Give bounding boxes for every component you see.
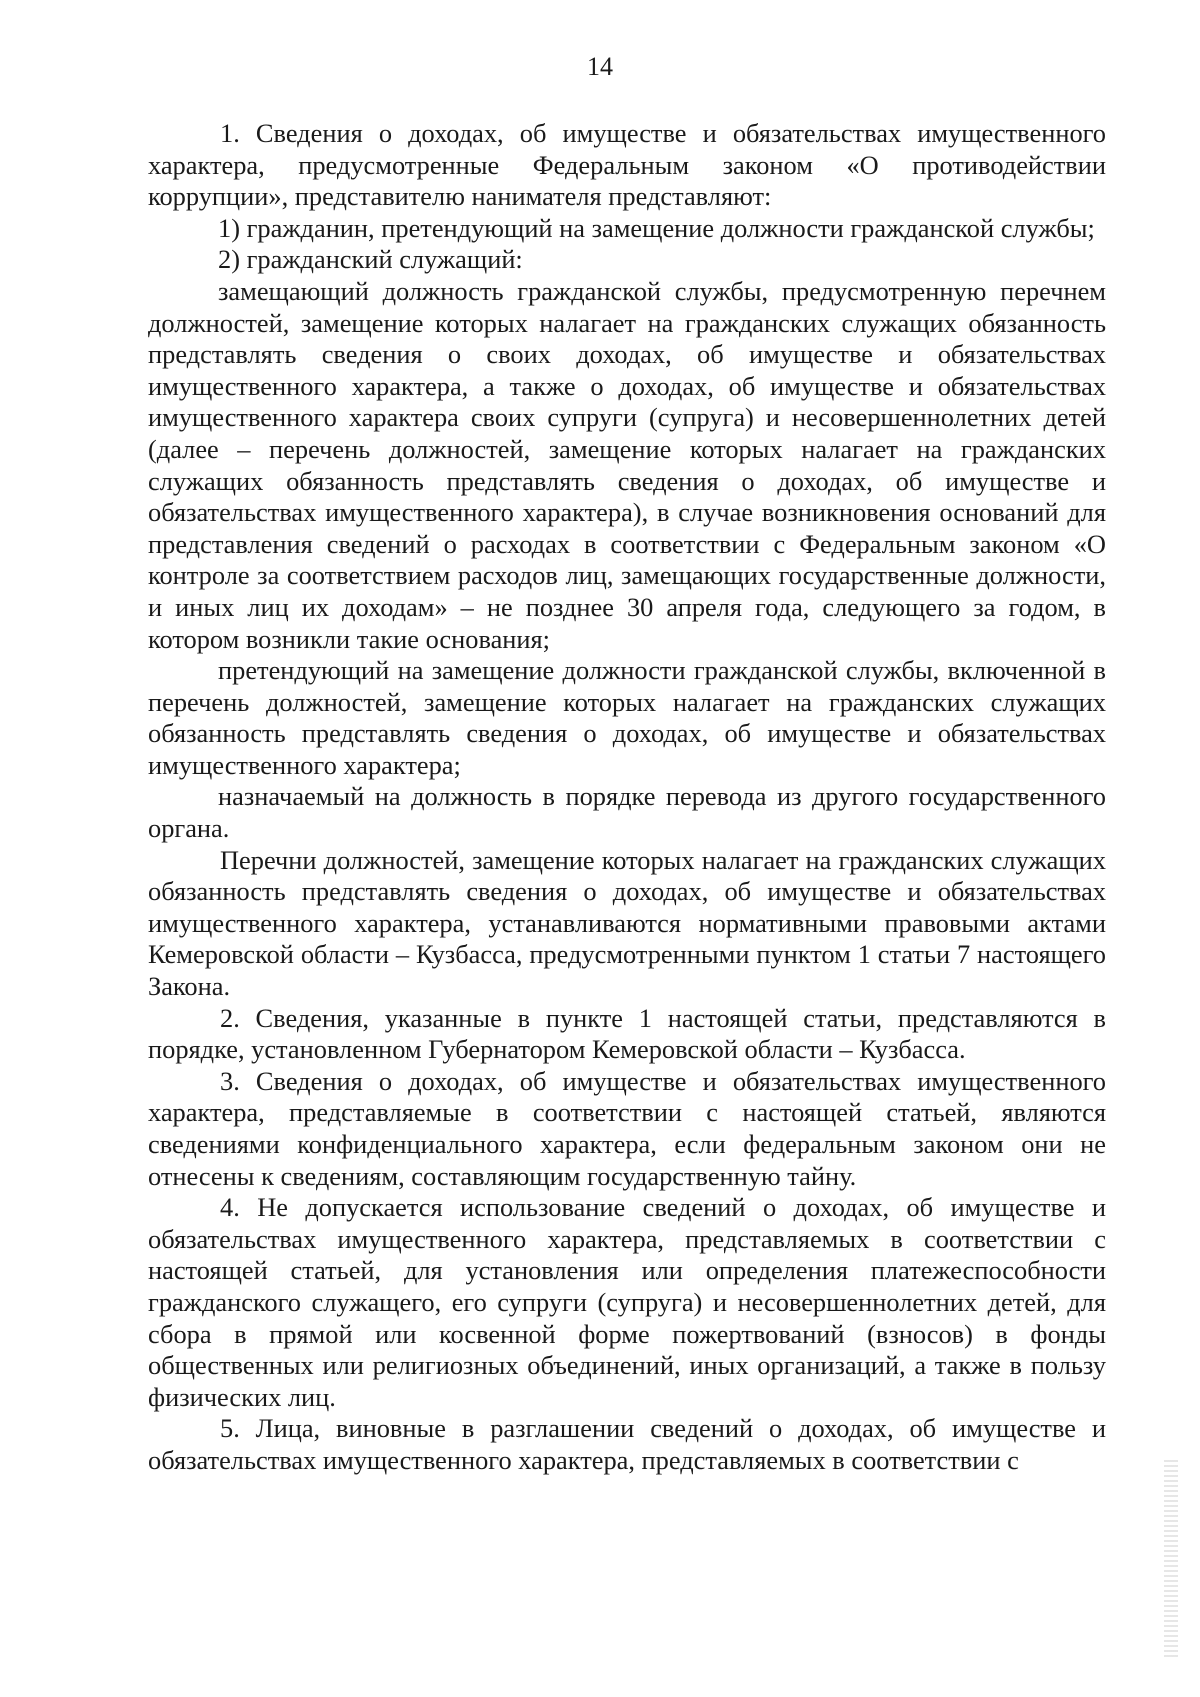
paragraph-item-2: 2) гражданский служащий:: [218, 244, 523, 275]
scan-artifact: [1164, 1460, 1178, 1660]
paragraph-5: 5. Лица, виновные в разглашении сведений о доходах, об имуществе и обязательствах имущественного характера, представляемых в соответствии с: [148, 1413, 1106, 1475]
paragraph-subitem-c: назначаемый на должность в порядке перевода из другого государственного органа.: [148, 781, 1106, 844]
paragraph-item-1: 1) гражданин, претендующий на замещение должности гражданской службы;: [218, 212, 1095, 243]
paragraph-3: 3. Сведения о доходах, об имуществе и обязательствах имущественного характера, представляемые в соответствии с настоящей статьей, являются сведениями конфиденциального характера, если федеральным законом они не отнесены к сведениям, составляющим государственную тайну.: [148, 1065, 1106, 1191]
page-number: 14: [587, 52, 613, 81]
paragraph-4: 4. Не допускается использование сведений о доходах, об имуществе и обязательствах имущественного характера, представляемых в соответствии с настоящей статьей, для установления или определения платежеспособности гражданского служащего, его супруги (супруга) и несовершеннолетних детей, для сбора в прямой или косвенной форме пожертвований (взносов) в фонды общественных или религиозных объединений, иных организаций, а также в пользу физических лиц.: [148, 1192, 1106, 1412]
paragraph-2: 2. Сведения, указанные в пункте 1 настоящей статьи, представляются в порядке, установленном Губернатором Кемеровской области – Кузбасса.: [148, 1002, 1106, 1065]
document-body: [148, 118, 1106, 1477]
paragraph-lists: Перечни должностей, замещение которых налагает на гражданских служащих обязанность представлять сведения о доходах, об имуществе и обязательствах имущественного характера, устанавливаются нормативными правовыми актами Кемеровской области – Кузбасса, предусмотренными пунктом 1 статьи 7 настоящего Закона.: [148, 844, 1106, 1002]
paragraph-subitem-b: претендующий на замещение должности гражданской службы, включенной в перечень должностей, замещение которых налагает на гражданских служащих обязанность представлять сведения о доходах, об имуществе и обязательствах имущественного характера;: [148, 655, 1106, 780]
paragraph-subitem-a: замещающий должность гражданской службы, предусмотренную перечнем должностей, замещение которых налагает на гражданских служащих обязанность представлять сведения о своих доходах, об имуществе и обязательствах имущественного характера, а также о доходах, об имуществе и обязательствах имущественного характера своих супруги (супруга) и несовершеннолетних детей (далее – перечень должностей, замещение которых налагает на гражданских служащих обязанность представлять сведения о доходах, об имуществе и обязательствах имущественного характера), в случае возникновения оснований для представления сведений о расходах в соответствии с Федеральным законом «О контроле за соответствием расходов лиц, замещающих государственные должности, и иных лиц их доходам» – не позднее 30 апреля года, следующего за годом, в котором возникли такие основания;: [148, 275, 1106, 654]
paragraph-1: 1. Сведения о доходах, об имуществе и обязательствах имущественного характера, предусмотренные Федеральным законом «О противодействии коррупции», представителю нанимателя представляют:: [148, 118, 1106, 212]
